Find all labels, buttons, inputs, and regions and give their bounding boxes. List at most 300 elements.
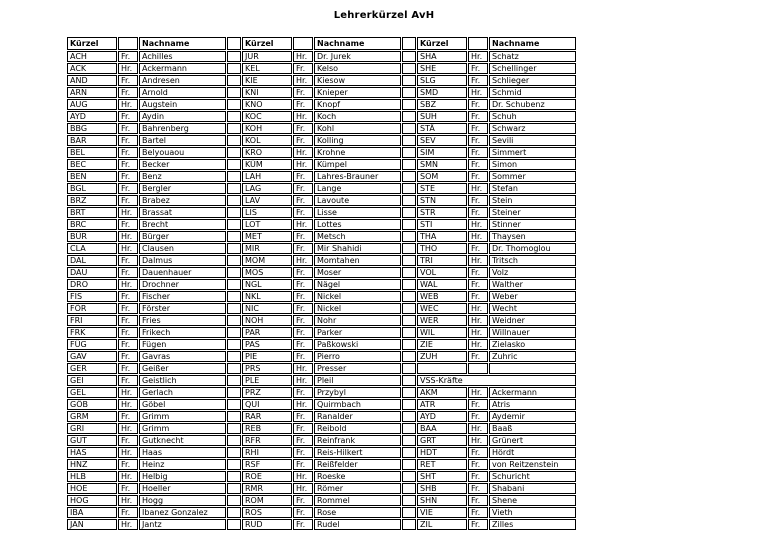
anrede-cell: Fr.: [468, 171, 488, 182]
anrede-cell: Fr.: [293, 195, 313, 206]
nachname-cell: Bürger: [139, 231, 226, 242]
table-row: [67, 351, 576, 362]
nachname-cell: Brecht: [139, 219, 226, 230]
kuerzel-cell: PRZ: [242, 387, 292, 398]
anrede-cell: Fr.: [468, 471, 488, 482]
nachname-cell: Hogg: [139, 495, 226, 506]
nachname-cell: Tritsch: [489, 255, 576, 266]
anrede-cell: Fr.: [118, 483, 138, 494]
kuerzel-cell: SHA: [417, 51, 467, 62]
gap-spacer: [402, 279, 416, 290]
anrede-cell: Fr.: [468, 399, 488, 410]
gap-spacer: [227, 507, 241, 518]
nachname-cell: Förster: [139, 303, 226, 314]
anrede-cell: Fr.: [118, 87, 138, 98]
anrede-cell: Hr.: [468, 87, 488, 98]
gap-spacer: [402, 315, 416, 326]
nachname-cell: Benz: [139, 171, 226, 182]
anrede-cell: Fr.: [468, 147, 488, 158]
nachname-cell: Parker: [314, 327, 401, 338]
nachname-cell: Shabani: [489, 483, 576, 494]
kuerzel-cell: ROE: [242, 471, 292, 482]
anrede-cell: Fr.: [293, 447, 313, 458]
anrede-cell: Hr.: [293, 219, 313, 230]
table-row: [67, 483, 576, 494]
nachname-cell: Shene: [489, 495, 576, 506]
anrede-cell: Hr.: [293, 363, 313, 374]
table-row: [67, 75, 576, 86]
anrede-cell: Fr.: [468, 123, 488, 134]
nachname-cell: Andresen: [139, 75, 226, 86]
table-row: [67, 207, 576, 218]
anrede-cell: Fr.: [293, 411, 313, 422]
gap-spacer: [227, 147, 241, 158]
table-row: [67, 327, 576, 338]
gap-spacer: [402, 123, 416, 134]
anrede-cell: Fr.: [468, 447, 488, 458]
nachname-cell: Sommer: [489, 171, 576, 182]
kuerzel-cell: HDT: [417, 447, 467, 458]
gap-spacer: [227, 123, 241, 134]
gap-spacer: [402, 483, 416, 494]
anrede-cell: Hr.: [468, 303, 488, 314]
gap-spacer: [402, 147, 416, 158]
anrede-cell: Fr.: [118, 351, 138, 362]
anrede-cell: Hr.: [468, 387, 488, 398]
gap-spacer: [227, 231, 241, 242]
nachname-cell: Metsch: [314, 231, 401, 242]
anrede-header: [118, 37, 138, 50]
kuerzel-cell: SEV: [417, 135, 467, 146]
nachname-cell: Frikech: [139, 327, 226, 338]
table-row: [67, 87, 576, 98]
kuerzel-cell: BAR: [67, 135, 117, 146]
anrede-cell: Hr.: [468, 327, 488, 338]
nachname-cell: Reibold: [314, 423, 401, 434]
kuerzel-cell: BRC: [67, 219, 117, 230]
nachname-cell: Pleil: [314, 375, 401, 386]
anrede-cell: Hr.: [118, 447, 138, 458]
anrede-cell: Fr.: [293, 495, 313, 506]
nachname-cell: Stein: [489, 195, 576, 206]
kuerzel-cell: BÜR: [67, 231, 117, 242]
anrede-cell: Hr.: [293, 51, 313, 62]
anrede-cell: Hr.: [468, 255, 488, 266]
gap-spacer: [227, 195, 241, 206]
gap-spacer: [402, 207, 416, 218]
gap-spacer: [402, 471, 416, 482]
anrede-cell: Hr.: [118, 387, 138, 398]
kuerzel-cell: STE: [417, 183, 467, 194]
gap-spacer: [227, 291, 241, 302]
nachname-cell: Knieper: [314, 87, 401, 98]
gap-spacer: [402, 339, 416, 350]
table-row: [67, 63, 576, 74]
nachname-cell: Fügen: [139, 339, 226, 350]
nachname-cell: Nägel: [314, 279, 401, 290]
nachname-cell: Brabez: [139, 195, 226, 206]
kuerzel-cell: SMN: [417, 159, 467, 170]
nachname-cell: Ackermann: [139, 63, 226, 74]
kuerzel-cell: NGL: [242, 279, 292, 290]
anrede-cell: Fr.: [293, 291, 313, 302]
kuerzel-cell: BBG: [67, 123, 117, 134]
gap-spacer: [402, 111, 416, 122]
anrede-cell: Fr.: [293, 135, 313, 146]
gap-spacer: [227, 303, 241, 314]
anrede-cell: Fr.: [118, 195, 138, 206]
nachname-cell: Schwarz: [489, 123, 576, 134]
gap-spacer: [402, 99, 416, 110]
gap-spacer: [227, 171, 241, 182]
nachname-cell: Zilles: [489, 519, 576, 530]
kuerzel-cell: RUD: [242, 519, 292, 530]
table-row: [67, 51, 576, 62]
anrede-cell: Fr.: [468, 495, 488, 506]
kuerzel-cell: SUH: [417, 111, 467, 122]
nachname-cell: Geißer: [139, 363, 226, 374]
kuerzel-header: Kürzel: [67, 37, 117, 50]
anrede-cell: Hr.: [293, 75, 313, 86]
gap-spacer: [227, 447, 241, 458]
nachname-cell: Simmert: [489, 147, 576, 158]
gap-spacer: [402, 303, 416, 314]
kuerzel-cell: KNI: [242, 87, 292, 98]
kuerzel-cell: AKM: [417, 387, 467, 398]
anrede-cell: Fr.: [293, 207, 313, 218]
kuerzel-cell: KOL: [242, 135, 292, 146]
anrede-cell: Hr.: [293, 159, 313, 170]
table-row: [67, 303, 576, 314]
kuerzel-cell: HAS: [67, 447, 117, 458]
nachname-cell: Becker: [139, 159, 226, 170]
kuerzel-cell: SMD: [417, 87, 467, 98]
nachname-cell: Zuhric: [489, 351, 576, 362]
anrede-cell: Hr.: [118, 99, 138, 110]
kuerzel-cell: WAL: [417, 279, 467, 290]
nachname-cell: Schuricht: [489, 471, 576, 482]
anrede-cell: Hr.: [118, 423, 138, 434]
kuerzel-cell: RET: [417, 459, 467, 470]
kuerzel-cell: KRO: [242, 147, 292, 158]
nachname-cell: Kümpel: [314, 159, 401, 170]
kuerzel-cell: LOT: [242, 219, 292, 230]
anrede-cell: Fr.: [468, 267, 488, 278]
kuerzel-cell: FIS: [67, 291, 117, 302]
gap-spacer: [227, 135, 241, 146]
anrede-cell: Fr.: [118, 255, 138, 266]
nachname-cell: Hördt: [489, 447, 576, 458]
nachname-cell: Augstein: [139, 99, 226, 110]
kuerzel-cell: ATR: [417, 399, 467, 410]
nachname-cell: Vieth: [489, 507, 576, 518]
kuerzel-cell: PRS: [242, 363, 292, 374]
gap-spacer: [227, 111, 241, 122]
gap-spacer: [227, 159, 241, 170]
nachname-cell: Fries: [139, 315, 226, 326]
kuerzel-cell: GRI: [67, 423, 117, 434]
nachname-cell: Lottes: [314, 219, 401, 230]
kuerzel-cell: BEN: [67, 171, 117, 182]
gap-spacer: [227, 399, 241, 410]
anrede-cell: Fr.: [118, 75, 138, 86]
nachname-cell: Schatz: [489, 51, 576, 62]
anrede-cell: Fr.: [118, 411, 138, 422]
kuerzel-cell: DAL: [67, 255, 117, 266]
anrede-cell: Fr.: [468, 243, 488, 254]
anrede-cell: Hr.: [468, 435, 488, 446]
anrede-cell: Hr.: [118, 243, 138, 254]
kuerzel-table: [66, 36, 577, 531]
gap-spacer: [227, 363, 241, 374]
anrede-cell: Fr.: [118, 327, 138, 338]
table-row: [67, 495, 576, 506]
anrede-cell: Fr.: [293, 63, 313, 74]
nachname-cell: Schlieger: [489, 75, 576, 86]
kuerzel-header: Kürzel: [242, 37, 292, 50]
kuerzel-cell: LAV: [242, 195, 292, 206]
nachname-cell: Dr. Thomoglou: [489, 243, 576, 254]
kuerzel-cell: STÄ: [417, 123, 467, 134]
kuerzel-cell: FRI: [67, 315, 117, 326]
anrede-cell: Hr.: [118, 495, 138, 506]
anrede-cell: Hr.: [468, 51, 488, 62]
nachname-cell: Ranalder: [314, 411, 401, 422]
gap-spacer: [402, 75, 416, 86]
nachname-cell: Koch: [314, 111, 401, 122]
gap-spacer: [227, 75, 241, 86]
anrede-cell: Hr.: [118, 279, 138, 290]
kuerzel-cell: ROM: [242, 495, 292, 506]
gap-spacer: [402, 51, 416, 62]
nachname-cell: Wecht: [489, 303, 576, 314]
anrede-cell: Hr.: [118, 207, 138, 218]
table-row: [67, 423, 576, 434]
gap-spacer: [227, 387, 241, 398]
table-row: [67, 363, 576, 374]
anrede-cell: Fr.: [468, 75, 488, 86]
nachname-cell: [489, 363, 576, 374]
kuerzel-cell: SHN: [417, 495, 467, 506]
kuerzel-cell: KEL: [242, 63, 292, 74]
nachname-cell: Aydemir: [489, 411, 576, 422]
anrede-cell: Fr.: [468, 159, 488, 170]
gap-spacer: [227, 183, 241, 194]
nachname-cell: Aydin: [139, 111, 226, 122]
kuerzel-cell: VOL: [417, 267, 467, 278]
nachname-cell: Lisse: [314, 207, 401, 218]
kuerzel-cell: ZUH: [417, 351, 467, 362]
gap-spacer: [402, 255, 416, 266]
header-row: [67, 37, 576, 50]
anrede-cell: Hr.: [293, 255, 313, 266]
table-row: [67, 99, 576, 110]
page-title: Lehrerkürzel AvH: [333, 10, 435, 21]
anrede-cell: Fr.: [468, 483, 488, 494]
gap-spacer: [402, 195, 416, 206]
nachname-cell: Nohr: [314, 315, 401, 326]
table-row: [67, 267, 576, 278]
section-header-cell: VSS-Kräfte: [417, 375, 576, 386]
anrede-cell: Hr.: [293, 471, 313, 482]
table-row: [67, 459, 576, 470]
gap-spacer: [227, 423, 241, 434]
anrede-cell: Hr.: [468, 339, 488, 350]
gap-spacer: [227, 315, 241, 326]
gap-spacer: [402, 423, 416, 434]
gap-spacer: [227, 63, 241, 74]
kuerzel-cell: PIE: [242, 351, 292, 362]
nachname-cell: Moser: [314, 267, 401, 278]
kuerzel-cell: BEC: [67, 159, 117, 170]
nachname-cell: Volz: [489, 267, 576, 278]
anrede-cell: Fr.: [293, 183, 313, 194]
kuerzel-cell: ZIL: [417, 519, 467, 530]
gap-spacer: [227, 51, 241, 62]
nachname-cell: Rommel: [314, 495, 401, 506]
nachname-cell: Göbel: [139, 399, 226, 410]
nachname-cell: Simon: [489, 159, 576, 170]
kuerzel-cell: FRK: [67, 327, 117, 338]
gap-spacer: [402, 159, 416, 170]
gap-spacer: [227, 267, 241, 278]
kuerzel-cell: LAG: [242, 183, 292, 194]
table-row: [67, 219, 576, 230]
kuerzel-cell: ACK: [67, 63, 117, 74]
anrede-cell: Fr.: [118, 51, 138, 62]
gap-spacer: [227, 243, 241, 254]
table-row: [67, 387, 576, 398]
kuerzel-cell: MOS: [242, 267, 292, 278]
kuerzel-cell: GEI: [67, 375, 117, 386]
anrede-cell: Fr.: [468, 111, 488, 122]
nachname-cell: Haas: [139, 447, 226, 458]
anrede-cell: Fr.: [118, 267, 138, 278]
anrede-cell: Fr.: [118, 363, 138, 374]
anrede-cell: Hr.: [118, 63, 138, 74]
nachname-cell: Weidner: [489, 315, 576, 326]
kuerzel-cell: AYD: [67, 111, 117, 122]
kuerzel-cell: STR: [417, 207, 467, 218]
nachname-cell: Grimm: [139, 423, 226, 434]
nachname-cell: Walther: [489, 279, 576, 290]
kuerzel-cell: SHE: [417, 63, 467, 74]
table-row: [67, 411, 576, 422]
anrede-cell: Fr.: [118, 339, 138, 350]
gap-spacer: [227, 255, 241, 266]
gap-spacer: [402, 63, 416, 74]
kuerzel-cell: GER: [67, 363, 117, 374]
nachname-cell: Achilles: [139, 51, 226, 62]
nachname-cell: Baaß: [489, 423, 576, 434]
kuerzel-cell: NKL: [242, 291, 292, 302]
gap-spacer: [227, 483, 241, 494]
nachname-cell: Fischer: [139, 291, 226, 302]
gap-spacer: [402, 267, 416, 278]
gap-spacer: [402, 459, 416, 470]
kuerzel-cell: DRO: [67, 279, 117, 290]
nachname-cell: Arnold: [139, 87, 226, 98]
kuerzel-cell: PAR: [242, 327, 292, 338]
nachname-cell: Pierro: [314, 351, 401, 362]
nachname-cell: Kolling: [314, 135, 401, 146]
nachname-cell: Gerlach: [139, 387, 226, 398]
nachname-cell: Atris: [489, 399, 576, 410]
table-row: [67, 399, 576, 410]
anrede-header: [468, 37, 488, 50]
anrede-cell: Fr.: [118, 111, 138, 122]
gap-spacer: [227, 37, 241, 50]
gap-spacer: [402, 387, 416, 398]
kuerzel-cell: RSF: [242, 459, 292, 470]
anrede-cell: Fr.: [468, 459, 488, 470]
kuerzel-cell: GEL: [67, 387, 117, 398]
nachname-cell: Zielasko: [489, 339, 576, 350]
kuerzel-cell: KOC: [242, 111, 292, 122]
anrede-cell: Fr.: [293, 87, 313, 98]
nachname-cell: Dauenhauer: [139, 267, 226, 278]
kuerzel-cell: RHI: [242, 447, 292, 458]
nachname-cell: Schuh: [489, 111, 576, 122]
kuerzel-cell: KOH: [242, 123, 292, 134]
nachname-cell: Quirmbach: [314, 399, 401, 410]
anrede-cell: [468, 363, 488, 374]
nachname-cell: Lavoute: [314, 195, 401, 206]
anrede-cell: Fr.: [468, 351, 488, 362]
anrede-cell: Fr.: [468, 135, 488, 146]
kuerzel-cell: DAU: [67, 267, 117, 278]
nachname-cell: Hoeller: [139, 483, 226, 494]
anrede-cell: Fr.: [468, 279, 488, 290]
kuerzel-cell: MOM: [242, 255, 292, 266]
table-row: [67, 435, 576, 446]
nachname-cell: Rose: [314, 507, 401, 518]
nachname-cell: Dr. Schubenz: [489, 99, 576, 110]
kuerzel-cell: GAV: [67, 351, 117, 362]
anrede-cell: Hr.: [468, 231, 488, 242]
table-row: [67, 315, 576, 326]
table-row: [67, 447, 576, 458]
anrede-cell: Fr.: [293, 459, 313, 470]
anrede-cell: Hr.: [293, 483, 313, 494]
nachname-cell: Kelso: [314, 63, 401, 74]
kuerzel-cell: JUR: [242, 51, 292, 62]
anrede-cell: Fr.: [293, 519, 313, 530]
nachname-cell: Reinfrank: [314, 435, 401, 446]
nachname-cell: Momtahen: [314, 255, 401, 266]
anrede-cell: Hr.: [118, 519, 138, 530]
kuerzel-cell: GÖB: [67, 399, 117, 410]
kuerzel-cell: FÖR: [67, 303, 117, 314]
anrede-cell: Fr.: [118, 123, 138, 134]
nachname-cell: Weber: [489, 291, 576, 302]
kuerzel-cell: PAS: [242, 339, 292, 350]
gap-spacer: [227, 87, 241, 98]
table-row: [67, 123, 576, 134]
nachname-cell: Gavras: [139, 351, 226, 362]
kuerzel-cell: BAA: [417, 423, 467, 434]
kuerzel-cell: STN: [417, 195, 467, 206]
nachname-cell: Reißfelder: [314, 459, 401, 470]
gap-spacer: [402, 435, 416, 446]
anrede-cell: Fr.: [293, 339, 313, 350]
nachname-cell: Presser: [314, 363, 401, 374]
anrede-cell: Hr.: [293, 375, 313, 386]
nachname-cell: Helbig: [139, 471, 226, 482]
nachname-cell: Stefan: [489, 183, 576, 194]
nachname-cell: Kohl: [314, 123, 401, 134]
anrede-cell: Fr.: [118, 291, 138, 302]
